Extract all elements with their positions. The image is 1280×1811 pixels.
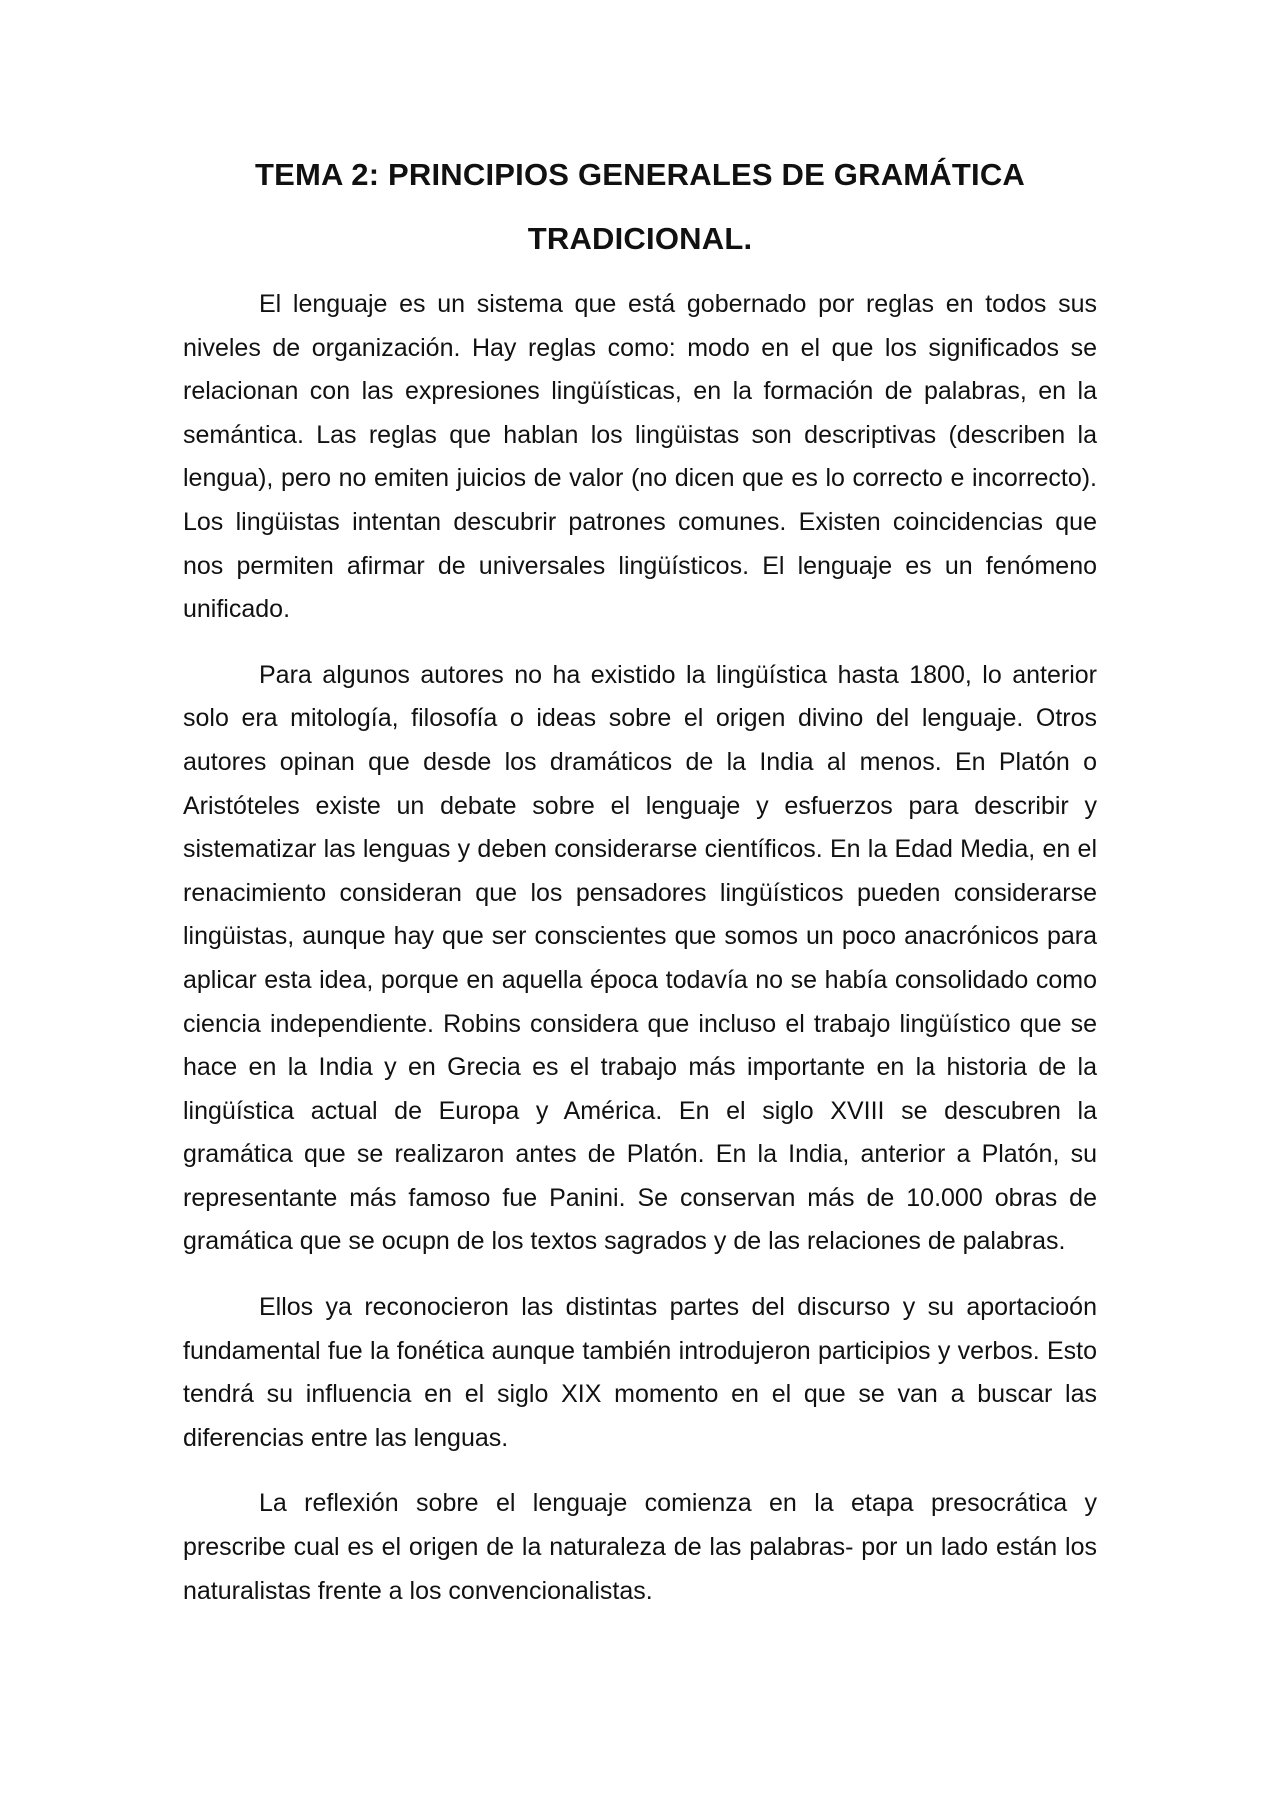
document-body (183, 283, 1097, 1635)
paragraph-3: Ellos ya reconocieron las distintas partes del discurso y su aportacioón fundamental fue la fonética aunque también introdujeron participios y verbos. Esto tendrá su influencia en el siglo XIX momento en el que se van a buscar las diferencias entre las lenguas. (183, 1293, 1097, 1452)
paragraph-2: Para algunos autores no ha existido la lingüística hasta 1800, lo anterior solo era mitología, filosofía o ideas sobre el origen divino del lenguaje. Otros autores opinan que desde los dramáticos de la India al menos. En Platón o Aristóteles existe un debate sobre el lenguaje y esfuerzos para describir y sistematizar las lenguas y deben considerarse científicos. En la Edad Media, en el renacimiento consideran que los pensadores lingüísticos pueden considerarse lingüistas, aunque hay que ser conscientes que somos un poco anacrónicos para aplicar esta idea, porque en aquella época todavía no se había consolidado como ciencia independiente. Robins considera que incluso el trabajo lingüístico que se hace en la India y en Grecia es el trabajo más importante en la historia de la lingüística actual de Europa y América. En el siglo XVIII se descubren la gramática que se realizaron antes de Platón. En la India, anterior a Platón, su representante más famoso fue Panini. Se conservan más de 10.000 obras de gramática que se ocupn de los textos sagrados y de las relaciones de palabras. (183, 660, 1097, 1256)
title-line-1: TEMA 2: PRINCIPIOS GENERALES DE GRAMÁTICA (254, 157, 1026, 192)
page-title (183, 143, 1097, 271)
paragraph-1: El lenguaje es un sistema que está gobernado por reglas en todos sus niveles de organización. Hay reglas como: modo en el que los significados se relacionan con las expresiones lingüísticas, en la formación de palabras, en la semántica. Las reglas que hablan los lingüistas son descriptivas (describen la lengua), pero no emiten juicios de valor (no dicen que es lo correcto e incorrecto). Los lingüistas intentan descubrir patrones comunes. Existen coincidencias que nos permiten afirmar de universales lingüísticos. El lenguaje es un fenómeno unificado. (183, 290, 1097, 624)
title-line-2: TRADICIONAL. (527, 221, 753, 256)
paragraph-4: La reflexión sobre el lenguaje comienza en la etapa presocrática y prescribe cual es el origen de la naturaleza de las palabras- por un lado están los naturalistas frente a los convencionalistas. (183, 1489, 1097, 1605)
